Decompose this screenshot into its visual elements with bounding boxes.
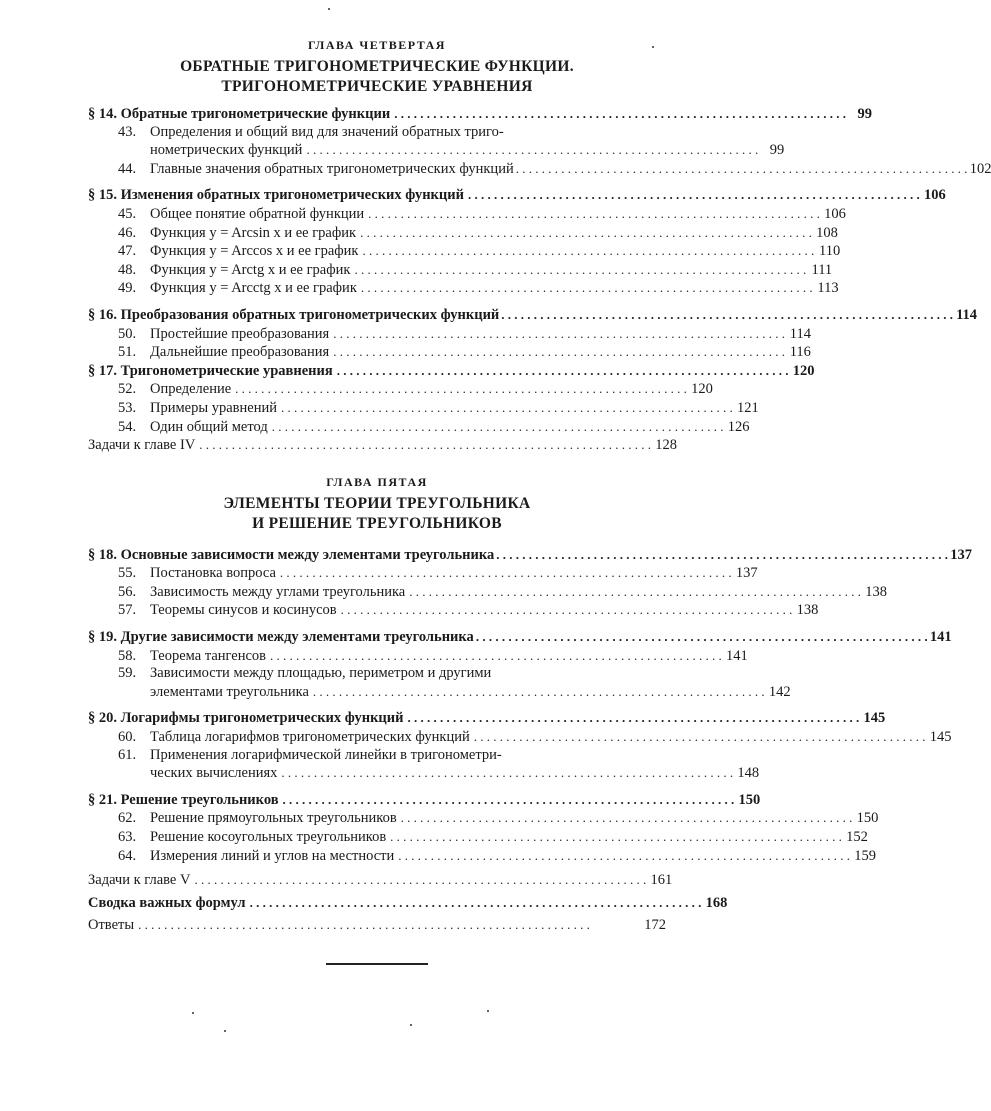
table-of-contents — [88, 38, 991, 935]
toc-item-45[interactable]: 45. Общее понятие обратной функции . . . 106 — [88, 205, 666, 224]
toc-item-63[interactable]: 63. Решение косоугольных треугольников . . . 152 — [88, 828, 666, 847]
toc-item-58[interactable]: 58. Теорема тангенсов . . . 141 — [88, 647, 666, 666]
toc-section-20[interactable]: § 20. Логарифмы тригонометрических функций . . . 145 — [88, 709, 666, 728]
toc-item-56[interactable]: 56. Зависимость между углами треугольника . . . 138 — [88, 583, 666, 602]
chapter-5-label: ГЛАВА ПЯТАЯ — [326, 474, 428, 489]
print-speck — [487, 1010, 489, 1012]
toc-item-52[interactable]: 52. Определение . . . 120 — [88, 380, 666, 399]
toc-section-16[interactable]: § 16. Преобразования обратных тригонометрических функций . . . 114 — [88, 306, 666, 325]
toc-item-57[interactable]: 57. Теоремы синусов и косинусов . . . 138 — [88, 601, 666, 620]
toc-item-62[interactable]: 62. Решение прямоугольных треугольников . . . 150 — [88, 809, 666, 828]
toc-section-21[interactable]: § 21. Решение треугольников . . . 150 — [88, 791, 666, 810]
toc-section-15[interactable]: § 15. Изменения обратных тригонометрических функций . . . 106 — [88, 186, 666, 205]
toc-section-14[interactable]: § 14. Обратные тригонометрические функции . . . 99 — [88, 105, 666, 124]
toc-item-64[interactable]: 64. Измерения линий и углов на местности . . . 159 — [88, 847, 666, 866]
toc-item-53[interactable]: 53. Примеры уравнений . . . 121 — [88, 399, 666, 418]
toc-item-59[interactable]: 59. Зависимости между площадью, периметром и другими элементами треугольника . . . 142 — [88, 665, 666, 701]
toc-item-47[interactable]: 47. Функция y = Arccos x и ее график . . . 110 — [88, 242, 666, 261]
print-speck — [224, 1030, 226, 1032]
toc-item-54[interactable]: 54. Один общий метод . . . 126 — [88, 418, 666, 437]
toc-item-55[interactable]: 55. Постановка вопроса . . . 137 — [88, 564, 666, 583]
toc-item-61[interactable]: 61. Применения логарифмической линейки в тригонометри- ческих вычислениях . . . 148 — [88, 747, 666, 783]
print-speck — [192, 1012, 194, 1014]
toc-item-51[interactable]: 51. Дальнейшие преобразования . . . 116 — [88, 343, 666, 362]
print-speck — [652, 46, 654, 48]
toc-section-19[interactable]: § 19. Другие зависимости между элементами треугольника . . . 141 — [88, 628, 666, 647]
toc-item-50[interactable]: 50. Простейшие преобразования . . . 114 — [88, 325, 666, 344]
toc-formula-summary[interactable]: Сводка важных формул . . . 168 — [88, 894, 666, 913]
toc-item-49[interactable]: 49. Функция y = Arcctg x и ее график . . . 113 — [88, 279, 666, 298]
toc-section-18[interactable]: § 18. Основные зависимости между элементами треугольника . . . 137 — [88, 546, 666, 565]
end-rule — [326, 963, 428, 965]
chapter-4-title: ОБРАТНЫЕ ТРИГОНОМЕТРИЧЕСКИЕ ФУНКЦИИ. ТРИГОНОМЕТРИЧЕСКИЕ УРАВНЕНИЯ — [180, 58, 574, 95]
toc-answers[interactable]: Ответы . . . 172 — [88, 916, 666, 935]
chapter-4-label: ГЛАВА ЧЕТВЕРТАЯ — [308, 38, 446, 52]
toc-item-43[interactable]: 43. Определения и общий вид для значений обратных триго- нометрических функций . . . 99 — [88, 124, 666, 160]
print-speck — [410, 1024, 412, 1026]
toc-item-46[interactable]: 46. Функция y = Arcsin x и ее график . . . 108 — [88, 224, 666, 243]
toc-tasks-chapter-4[interactable]: Задачи к главе IV . . . 128 — [88, 436, 666, 455]
toc-item-44[interactable]: 44. Главные значения обратных тригонометрических функций . . . 102 — [88, 160, 666, 179]
chapter-5-title: ЭЛЕМЕНТЫ ТЕОРИИ ТРЕУГОЛЬНИКА И РЕШЕНИЕ ТРЕУГОЛЬНИКОВ — [223, 494, 531, 532]
toc-item-48[interactable]: 48. Функция y = Arctg x и ее график . . . 111 — [88, 261, 666, 280]
print-speck — [328, 8, 330, 10]
toc-tasks-chapter-5[interactable]: Задачи к главе V . . . 161 — [88, 871, 666, 890]
toc-item-60[interactable]: 60. Таблица логарифмов тригонометрических функций . . . 145 — [88, 728, 666, 747]
toc-section-17[interactable]: § 17. Тригонометрические уравнения . . . 120 — [88, 362, 666, 381]
